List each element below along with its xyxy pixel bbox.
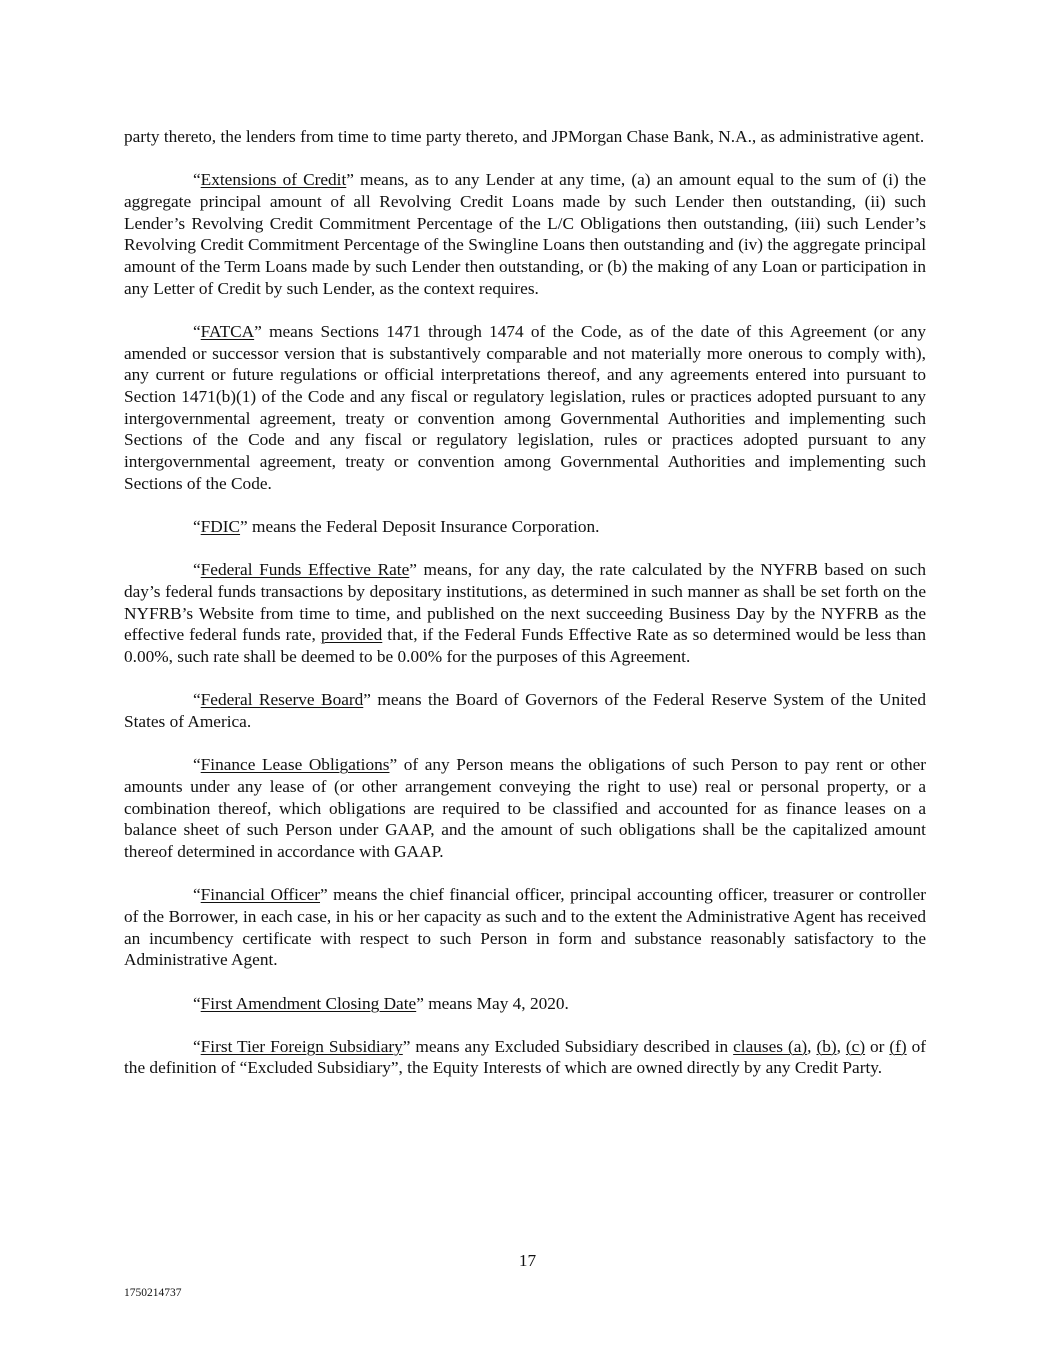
defined-term: Federal Funds Effective Rate <box>200 560 410 580</box>
separator: , <box>807 1036 817 1056</box>
open-quote: “ <box>193 690 201 710</box>
definition-text: ” means the Board of Governors of the Federal Reserve System of the United States of America. <box>124 690 926 731</box>
definition-text: ” means the chief financial officer, principal accounting officer, treasurer or controller of the Borrower, in each case, in his or her capacity as such and to the extent the Administrative Agent has received an incumbency certificate with respect to such Person in form and substance reasonably satisfactory to the Administrative Agent. <box>124 885 926 970</box>
open-quote: “ <box>193 170 201 190</box>
definition-first-amendment-closing-date <box>124 993 926 1015</box>
definition-text: ” means any Excluded Subsidiary described in <box>402 1036 734 1056</box>
open-quote: “ <box>193 517 201 537</box>
defined-term: First Amendment Closing Date <box>200 993 417 1013</box>
provided-term: provided <box>320 625 383 645</box>
definition-text: ” means, as to any Lender at any time, (a) an amount equal to the sum of (i) the aggregate principal amount of all Revolving Credit Loans made by such Lender then outstanding, (ii) such Lender’s Revolving Credit Commitment Percentage of the L/C Obligations then outstanding, (iii) such Lender’s Revolving Credit Commitment Percentage of the Swingline Loans then outstanding and (iv) the aggregate principal amount of the Term Loans made by such Lender then outstanding, or (b) the making of any Loan or participation in any Letter of Credit by such Lender, as the context requires. <box>124 170 927 298</box>
definition-text-continued: that, if the Federal Funds Effective Rate as so determined would be less than 0.00%, such rate shall be deemed to be 0.00% for the purposes of this Agreement. <box>124 625 927 667</box>
definition-fatca <box>124 321 926 495</box>
definition-text-continued: of the definition of “Excluded Subsidiary”, the Equity Interests of which are owned directly by any Credit Party. <box>124 1036 927 1078</box>
separator: , <box>836 1036 846 1056</box>
document-id: 1750214737 <box>124 1287 182 1299</box>
clause-reference-c: (c) <box>845 1036 866 1056</box>
definition-federal-funds-effective-rate <box>124 559 926 668</box>
definition-text: ” of any Person means the obligations of such Person to pay rent or other amounts under any lease of (or other arrangement conveying the right to use) real or personal property, or a combination thereof, which obligations are required to be classified and accounted for as finance leases on a balance sheet of such Person under GAAP, and the amount of such obligations shall be the capitalized amount thereof determined in accordance with GAAP. <box>124 755 927 861</box>
defined-term: First Tier Foreign Subsidiary <box>200 1036 403 1056</box>
clause-reference-f: (f) <box>889 1036 907 1056</box>
definition-extensions-of-credit <box>124 169 926 299</box>
open-quote: “ <box>193 755 201 775</box>
defined-term: FDIC <box>200 517 241 537</box>
clause-reference-b: (b) <box>816 1036 837 1056</box>
open-quote: “ <box>193 321 201 341</box>
definition-federal-reserve-board <box>124 689 926 732</box>
document-page <box>124 126 926 1101</box>
definition-finance-lease-obligations <box>124 754 926 863</box>
defined-term: Federal Reserve Board <box>200 690 364 710</box>
definition-financial-officer <box>124 884 926 971</box>
page-number: 17 <box>518 1251 537 1270</box>
separator: or <box>865 1036 890 1056</box>
paragraph-continuation <box>124 126 926 148</box>
definition-text: ” means, for any day, the rate calculated by the NYFRB based on such day’s federal funds transactions by depositary institutions, as determined in such manner as shall be set forth on the NYFRB’s Website from time to time, and published on the next succeeding Business Day by the NYFRB as the effective federal funds rate, <box>124 560 926 645</box>
clause-reference-a: clauses (a) <box>733 1036 808 1056</box>
definition-text: ” means the Federal Deposit Insurance Corporation. <box>240 517 600 537</box>
open-quote: “ <box>193 1036 201 1056</box>
open-quote: “ <box>193 993 201 1013</box>
definition-text: ” means Sections 1471 through 1474 of the Code, as of the date of this Agreement (or any amended or successor version that is substantively comparable and not materially more onerous to comply with), any current or future regulations or official interpretations thereof, and any agreements entered into pursuant to Section 1471(b)(1) of the Code and any fiscal or regulatory legislation, rules or practices adopted pursuant to any intergovernmental agreement, treaty or convention among Governmental Authorities and implementing such Sections of the Code and any fiscal or regulatory legislation, rules or practices adopted pursuant to any intergovernmental agreement, treaty or convention among Governmental Authorities and implementing such Sections of the Code. <box>124 321 926 493</box>
open-quote: “ <box>193 885 201 905</box>
defined-term: FATCA <box>200 321 255 341</box>
definition-text: ” means May 4, 2020. <box>416 993 569 1013</box>
defined-term: Financial Officer <box>200 885 321 905</box>
defined-term: Extensions of Credit <box>200 170 347 190</box>
definition-fdic <box>124 516 926 538</box>
paragraph-text: party thereto, the lenders from time to time party thereto, and JPMorgan Chase Bank, N.A., as administrative agent. <box>124 127 925 146</box>
open-quote: “ <box>193 560 201 580</box>
defined-term: Finance Lease Obligations <box>200 755 390 775</box>
definition-first-tier-foreign-subsidiary <box>124 1036 926 1079</box>
